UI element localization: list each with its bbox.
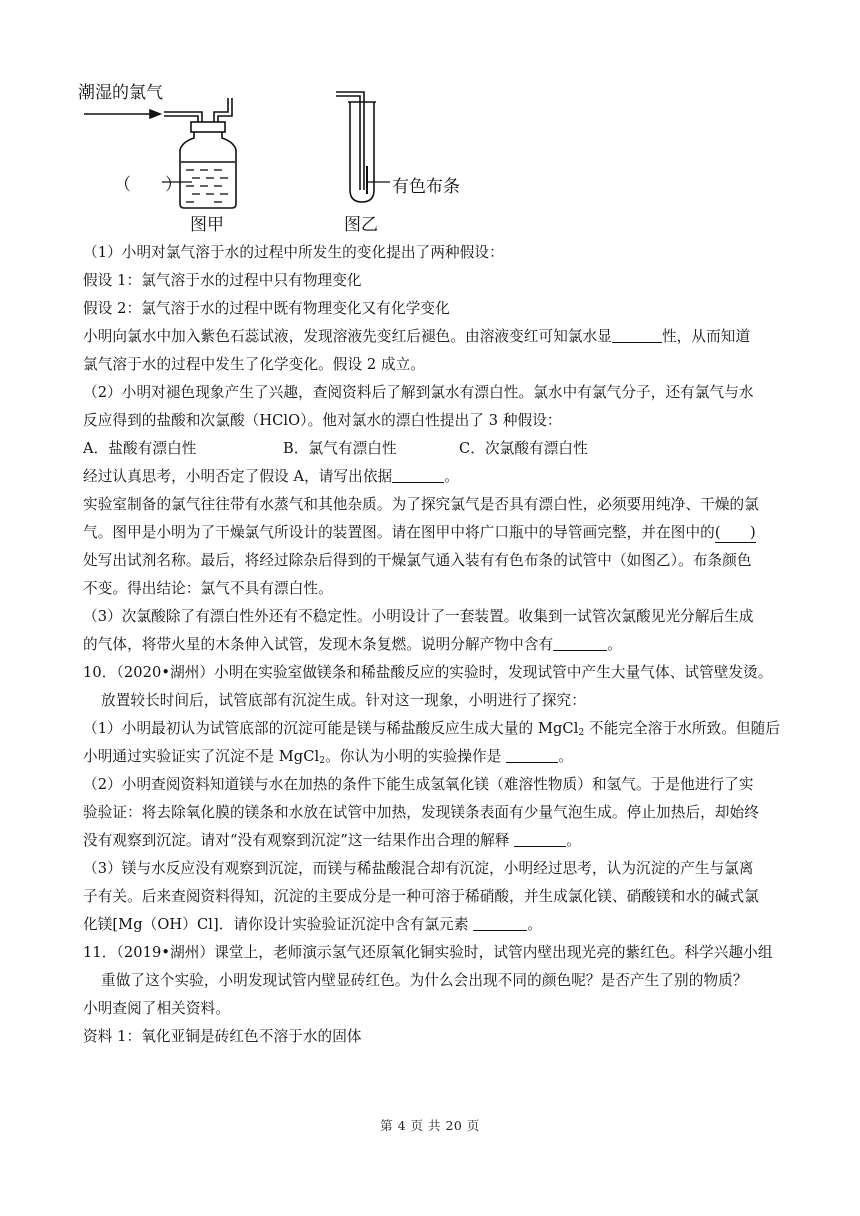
text-line xyxy=(83,323,783,351)
figure-jia-reagent-blank: （ ） xyxy=(114,175,182,195)
text-line: 实验室制备的氯气往往带有水蒸气和其他杂质。为了探究氯气是否具有漂白性，必须要用纯净、干燥的氯 xyxy=(83,496,759,513)
answer-blank[interactable] xyxy=(506,746,558,763)
text-segment: 。 xyxy=(558,748,573,765)
text-line xyxy=(83,519,783,547)
text-segment: 。 xyxy=(444,468,459,485)
text-line: 资料 1：氧化亚铜是砖红色不溶于水的固体 xyxy=(83,1028,362,1045)
answer-blank[interactable] xyxy=(514,830,566,847)
page-footer: 第 4 页 共 20 页 xyxy=(380,1118,480,1133)
text-line: （2）小明查阅资料知道镁与水在加热的条件下能生成氢氧化镁（难溶性物质）和氢气。于是他进行了实 xyxy=(83,776,754,793)
text-line: 反应得到的盐酸和次氯酸（HClO）。他对氯水的漂白性提出了 3 种假设： xyxy=(83,412,562,429)
text-line: （2）小明对褪色现象产生了兴趣，查阅资料后了解到氯水有漂白性。氯水中有氯气分子，还有氯气与水 xyxy=(83,384,754,401)
text-line xyxy=(83,827,783,855)
text-line: 重做了这个实验，小明发现试管内壁显砖红色。为什么会出现不同的颜色呢？是否产生了别的物质？ xyxy=(101,972,748,989)
text-segment: 不能完全溶于水所致。但随后 xyxy=(584,720,781,737)
text-line: 氯气溶于水的过程中发生了化学变化。假设 2 成立。 xyxy=(83,356,426,373)
text-line xyxy=(83,463,783,491)
figure-jia-inlet-label: 潮湿的氯气 xyxy=(78,83,163,103)
question-10-heading: 10．（2020•湖州）小明在实验室做镁条和稀盐酸反应的实验时，发现试管中产生大量气体、试管壁发烫。 xyxy=(83,664,773,681)
text-line: 小明查阅了相关资料。 xyxy=(83,1000,230,1017)
figure-yi-apparatus xyxy=(336,92,390,202)
answer-blank[interactable] xyxy=(553,634,607,651)
text-segment: 。 xyxy=(566,832,581,849)
figure-jia-caption: 图甲 xyxy=(190,215,224,235)
text-line xyxy=(83,715,783,743)
question-text xyxy=(83,239,783,1051)
apparatus-figures xyxy=(78,78,498,236)
text-line: （3）次氯酸除了有漂白性外还有不稳定性。小明设计了一套装置。收集到一试管次氯酸见光分解后生成 xyxy=(83,608,754,625)
subscript: 2 xyxy=(319,756,326,766)
option-a: A．盐酸有漂白性 xyxy=(83,440,197,457)
figure-yi-caption: 图乙 xyxy=(344,215,378,235)
text-line: 处写出试剂名称。最后，将经过除杂后得到的干燥氯气通入装有有色布条的试管中（如图乙）。布条颜色 xyxy=(83,552,752,569)
answer-blank[interactable] xyxy=(392,466,444,483)
text-line xyxy=(83,911,783,939)
options-line xyxy=(83,435,783,463)
option-b: B．氯气有漂白性 xyxy=(283,440,397,457)
text-segment: 化镁[Mg（OH）Cl]．请你设计实验验证沉淀中含有氯元素 xyxy=(83,916,474,933)
question-11-heading: 11．（2019•湖州）课堂上，老师演示氢气还原氧化铜实验时，试管内壁出现光亮的紫红色。科学兴趣小组 xyxy=(83,944,773,961)
text-line: 放置较长时间后，试管底部有沉淀生成。针对这一现象，小明进行了探究： xyxy=(101,692,586,709)
text-line xyxy=(83,743,783,771)
text-line: （1）小明对氯气溶于水的过程中所发生的变化提出了两种假设： xyxy=(83,244,504,261)
text-segment: 。 xyxy=(607,636,622,653)
text-segment: （1）小明最初认为试管底部的沉淀可能是镁与稀盐酸反应生成大量的 MgCl xyxy=(83,720,579,737)
text-line: 子有关。后来查阅资料得知，沉淀的主要成分是一种可溶于稀硝酸，并生成氯化镁、硝酸镁和水的碱式氯 xyxy=(83,888,759,905)
text-segment: 没有观察到沉淀。请对“没有观察到沉淀”这一结果作出合理的解释 xyxy=(83,832,515,849)
text-line: （3）镁与水反应没有观察到沉淀，而镁与稀盐酸混合却有沉淀，小明经过思考，认为沉淀的产生与氯离 xyxy=(83,860,754,877)
text-segment: 的气体，将带火星的木条伸入试管，发现木条复燃。说明分解产物中含有 xyxy=(83,636,554,653)
option-c: C．次氯酸有漂白性 xyxy=(459,440,588,457)
text-line: 假设 2：氯气溶于水的过程中既有物理变化又有化学变化 xyxy=(83,300,450,317)
text-segment: 小明通过实验证实了沉淀不是 MgCl xyxy=(83,748,320,765)
text-segment: 。 xyxy=(527,916,543,933)
text-line xyxy=(83,631,783,659)
answer-blank[interactable] xyxy=(612,326,662,343)
text-segment: 性，从而知道 xyxy=(661,328,751,345)
text-segment: 小明向氯水中加入紫色石蕊试液，发现溶液先变红后褪色。由溶液变红可知氯水显 xyxy=(83,328,612,345)
figure-yi-strip-label: 有色布条 xyxy=(392,177,460,197)
text-line: 不变。得出结论：氯气不具有漂白性。 xyxy=(83,580,333,597)
text-segment: 。你认为小明的实验操作是 xyxy=(325,748,507,765)
text-line: 假设 1：氯气溶于水的过程中只有物理变化 xyxy=(83,272,362,289)
text-segment: 经过认真思考，小明否定了假设 A，请写出依据 xyxy=(83,468,393,485)
answer-blank[interactable] xyxy=(473,914,527,931)
reagent-paren-blank[interactable]: ( ) xyxy=(714,524,756,541)
subscript: 2 xyxy=(578,728,585,738)
text-segment: 气。图甲是小明为了干燥氯气所设计的装置图。请在图甲中将广口瓶中的导管画完整，并在图中的 xyxy=(83,524,715,541)
text-line: 验验证：将去除氧化膜的镁条和水放在试管中加热，发现镁条表面有少量气泡生成。停止加热后，却始终 xyxy=(83,804,759,821)
